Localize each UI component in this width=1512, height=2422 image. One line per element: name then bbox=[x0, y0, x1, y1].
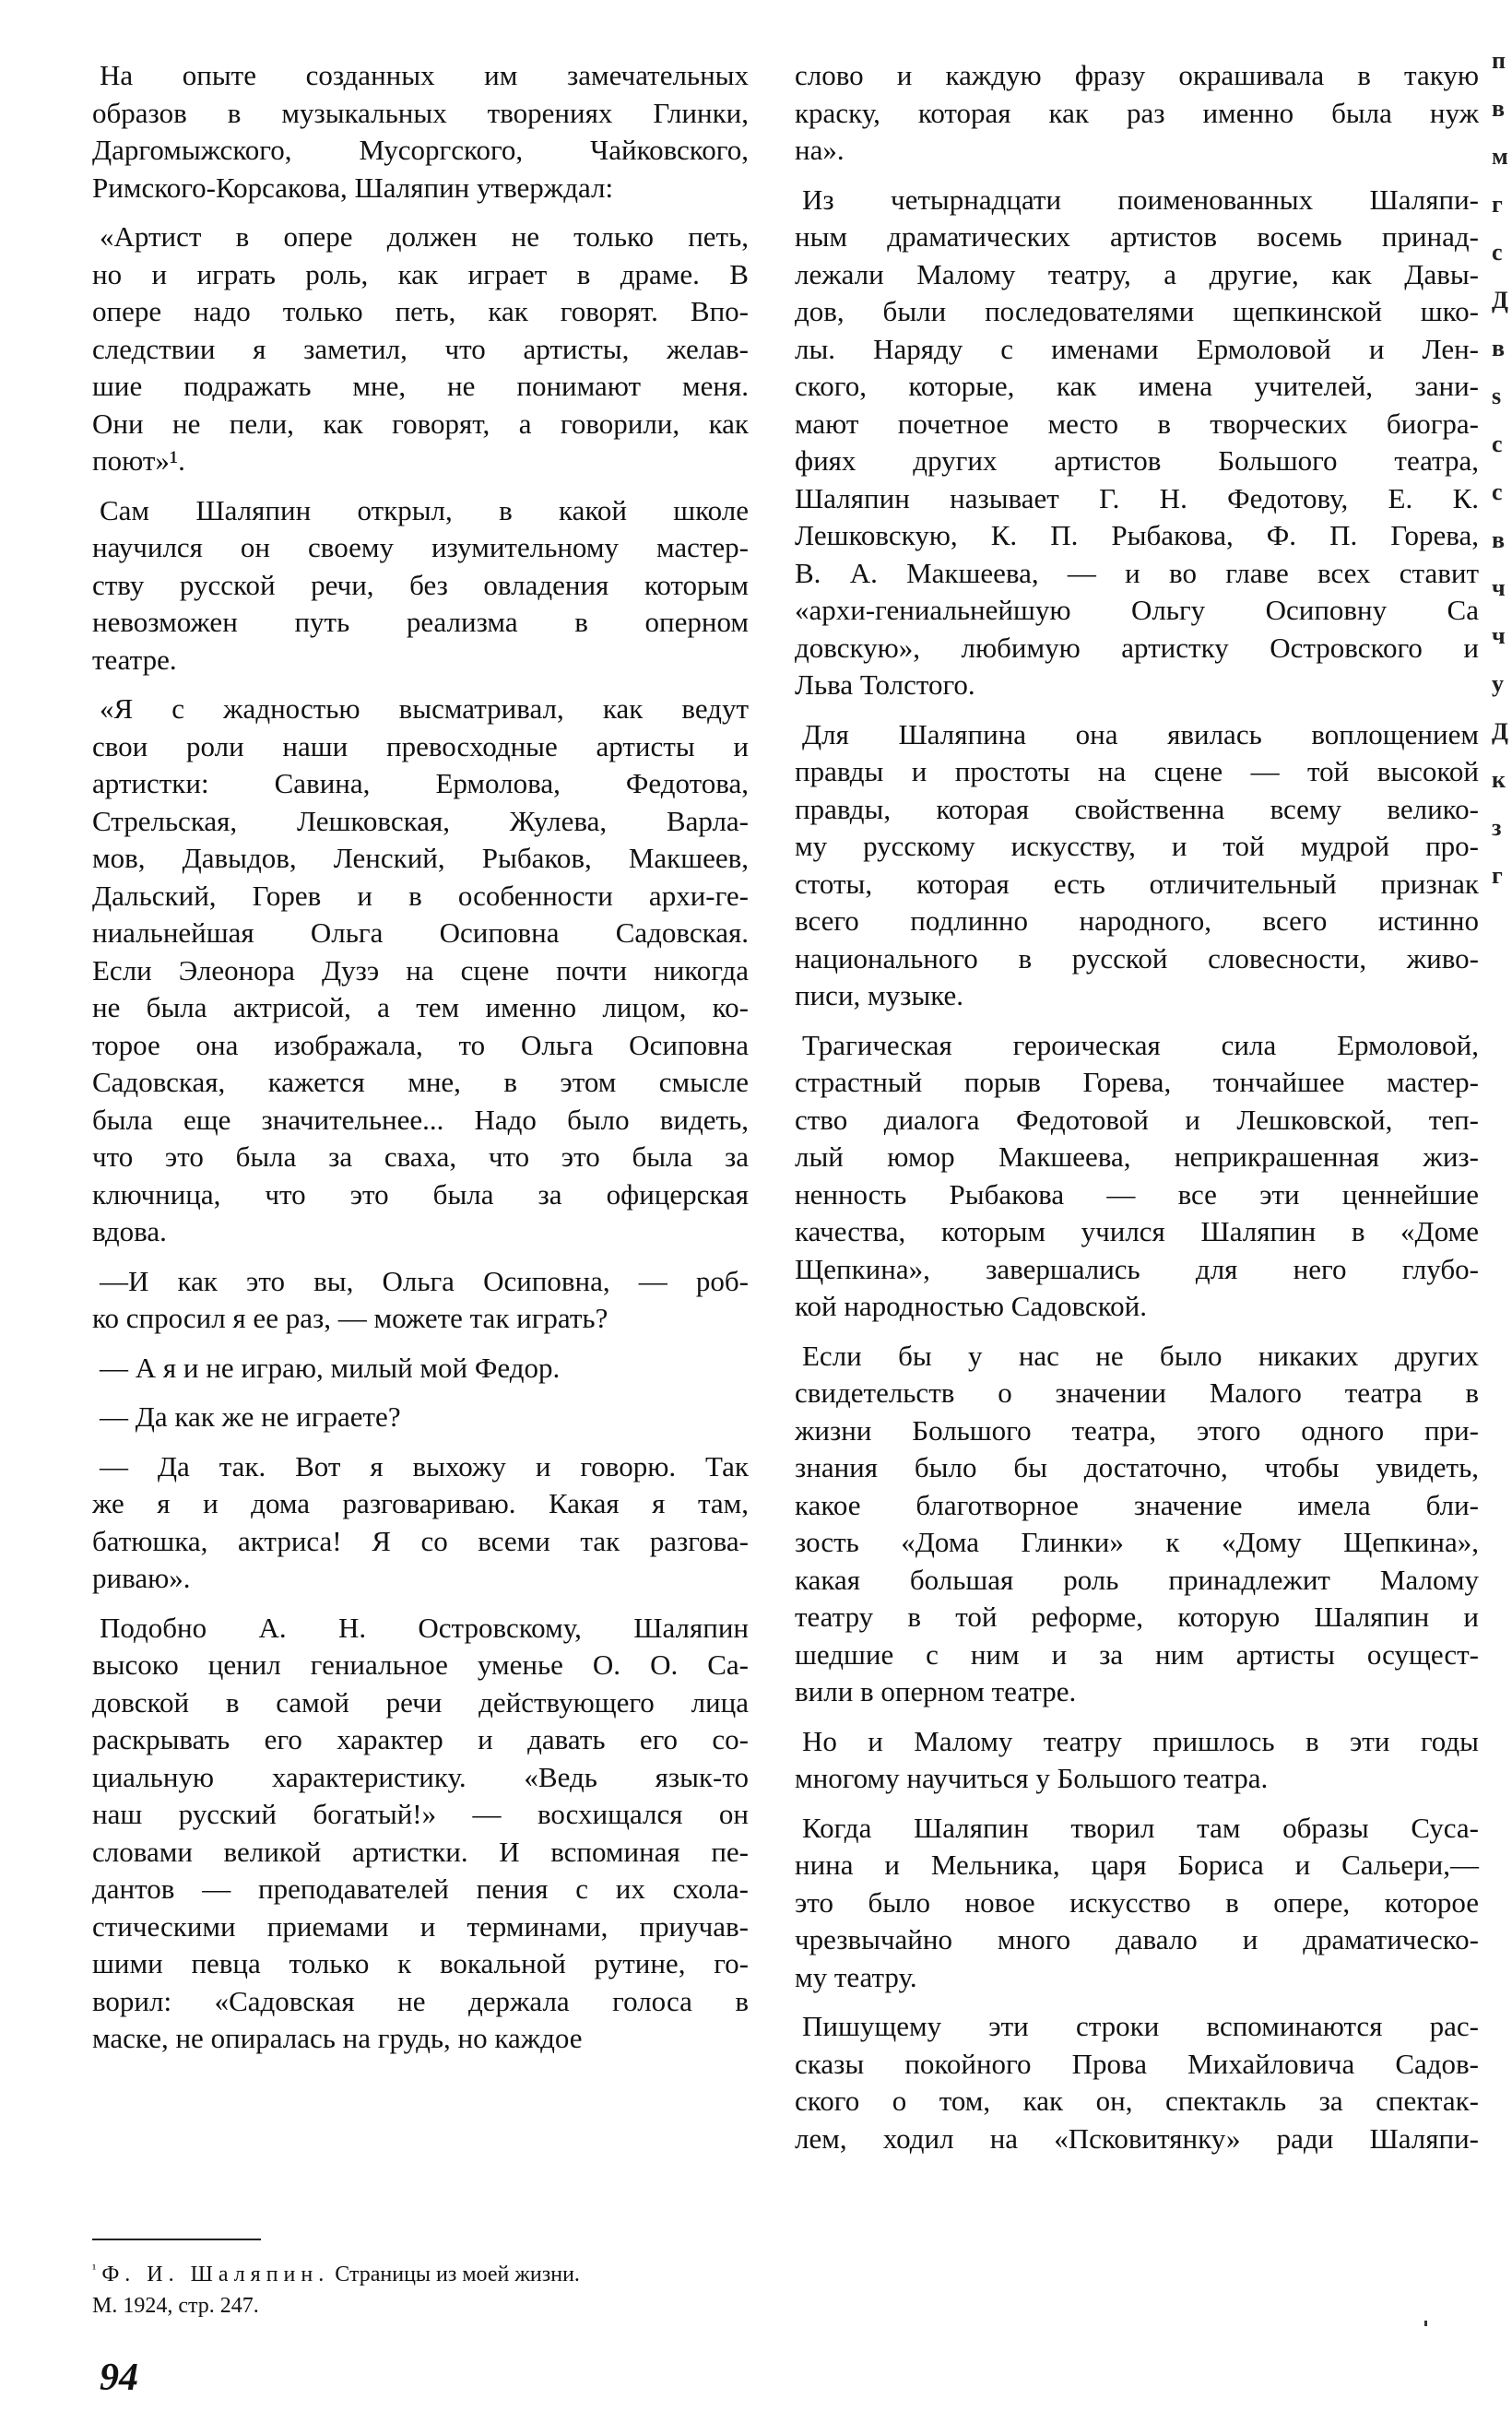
text-line: театру в той реформе, которую Шаляпин и bbox=[795, 1601, 1479, 1633]
text-line: шие подражать мне, не понимают меня. bbox=[92, 370, 749, 402]
text-line: батюшка, актриса! Я со всеми так разгова- bbox=[92, 1524, 749, 1557]
text-line: невозможен путь реализма в оперном bbox=[92, 606, 749, 638]
paragraph bbox=[92, 1263, 749, 1338]
text-line: Пишущему эти строки вспоминаются рас- bbox=[802, 2010, 1479, 2042]
paragraph bbox=[92, 1448, 749, 1598]
text-line: му театру. bbox=[795, 1960, 917, 1993]
text-line: ключница, что это была за офицерская bbox=[92, 1177, 749, 1211]
edge-glyph: м bbox=[1492, 143, 1508, 170]
text-line: лый юмор Макшеева, неприкрашенная жиз- bbox=[795, 1140, 1479, 1173]
text-line: опере надо только петь, как говорят. Впо- bbox=[92, 295, 749, 327]
text-line: свои роли наши превосходные артисты и bbox=[92, 729, 749, 762]
text-line: артистки: Савина, Ермолова, Федотова, bbox=[92, 767, 749, 799]
text-line: всего подлинно народного, всего истинно bbox=[795, 904, 1479, 937]
text-line: стическими приемами и терминами, приучав- bbox=[92, 1909, 749, 1943]
text-line: маске, не опиралась на грудь, но каждое bbox=[92, 2022, 583, 2054]
edge-glyph: г bbox=[1492, 862, 1503, 889]
text-line: «Я с жадностью высматривал, как ведут bbox=[100, 692, 749, 725]
paragraph bbox=[92, 492, 749, 679]
text-line: ского о том, как он, спектакль за спектак- bbox=[795, 2085, 1479, 2117]
text-line: научился он своему изумительному мастер- bbox=[92, 531, 749, 563]
text-line: Льва Толстого. bbox=[795, 668, 975, 701]
text-line: шими певца только к вокальной рутине, го- bbox=[92, 1947, 749, 1979]
text-line: «Артист в опере должен не только петь, bbox=[100, 220, 749, 253]
text-line: раскрывать его характер и давать его со- bbox=[92, 1723, 749, 1755]
text-line: — Да как же не играете? bbox=[100, 1400, 401, 1433]
text-line: фиях других артистов Большого театра, bbox=[795, 444, 1479, 477]
footnote-marker: ¹ bbox=[92, 2262, 97, 2277]
text-line: риваю». bbox=[92, 1562, 191, 1594]
text-line: Садовская, кажется мне, в этом смысле bbox=[92, 1066, 749, 1098]
text-line: сказы покойного Прова Михайловича Садов- bbox=[795, 2047, 1479, 2080]
text-line: чрезвычайно много давало и драматическо- bbox=[795, 1923, 1479, 1955]
text-line: дов, были последователями щепкинской шко- bbox=[795, 295, 1479, 327]
text-line: лы. Наряду с именами Ермоловой и Лен- bbox=[795, 332, 1479, 365]
text-line: «архи-гениальнейшую Ольгу Осиповну Са bbox=[795, 594, 1479, 626]
text-line: слово и каждую фразу окрашивала в такую bbox=[795, 59, 1479, 91]
footnote bbox=[92, 2259, 756, 2322]
text-line: Но и Малому театру пришлось в эти годы bbox=[802, 1724, 1479, 1757]
edge-glyph: г bbox=[1492, 191, 1503, 218]
text-line: вдова. bbox=[92, 1215, 167, 1247]
text-line: стоты, которая есть отличительный признак bbox=[795, 867, 1479, 900]
text-line: Щепкина», завершались для него глубо- bbox=[795, 1252, 1479, 1285]
text-line: циальную характеристику. «Ведь язык-то bbox=[92, 1760, 749, 1793]
edge-glyph: ч bbox=[1492, 622, 1506, 649]
text-line: кой народностью Садовской. bbox=[795, 1290, 1148, 1322]
print-speck bbox=[1424, 2321, 1427, 2326]
text-line: правды и простоты на сцене — той высокой bbox=[795, 755, 1479, 787]
text-line: жизни Большого театра, этого одного при- bbox=[795, 1413, 1479, 1447]
edge-glyph: Д bbox=[1492, 287, 1508, 313]
text-line: ского, которые, как имена учителей, зани- bbox=[795, 370, 1479, 402]
edge-glyph: ч bbox=[1492, 574, 1506, 601]
text-line: ко спросил я ее раз, — можете так играть? bbox=[92, 1302, 608, 1334]
text-line: высоко ценил гениальное уменье О. О. Са- bbox=[92, 1648, 749, 1681]
text-line: зость «Дома Глинки» к «Дому Щепкина», bbox=[795, 1526, 1479, 1558]
edge-glyph: s bbox=[1492, 383, 1502, 409]
text-line: знания было бы достаточно, чтобы увидеть, bbox=[795, 1451, 1479, 1483]
edge-glyph: Д bbox=[1492, 718, 1508, 745]
text-line: была еще значительнее... Надо было видеть, bbox=[92, 1103, 749, 1136]
footnote-title: Страницы из моей жизни. bbox=[335, 2263, 580, 2286]
text-line: многому научиться у Большого театра. bbox=[795, 1762, 1269, 1794]
text-line: довской в самой речи действующего лица bbox=[92, 1685, 749, 1719]
text-line: — Да так. Вот я выхожу и говорю. Так bbox=[100, 1449, 749, 1483]
text-line: свидетельств о значении Малого театра в bbox=[795, 1376, 1479, 1409]
page-number: 94 bbox=[100, 2357, 138, 2399]
text-line: Стрельская, Лешковская, Жулева, Варла- bbox=[92, 804, 749, 837]
text-line: следствии я заметил, что артисты, желав- bbox=[92, 332, 749, 365]
edge-glyph: в bbox=[1492, 95, 1506, 122]
footnote-line-1 bbox=[92, 2259, 756, 2290]
footnote-separator bbox=[92, 2239, 261, 2240]
text-line: на». bbox=[795, 134, 845, 166]
paragraph bbox=[795, 1810, 1479, 1997]
text-line: наш русский богатый!» — восхищался он bbox=[92, 1798, 749, 1830]
text-line: что это была за сваха, что это была за bbox=[92, 1140, 749, 1173]
text-line: Трагическая героическая сила Ермоловой, bbox=[802, 1028, 1479, 1061]
text-line: не была актрисой, а тем именно лицом, ко- bbox=[92, 991, 749, 1023]
footnote-author: Ф. И. Шаляпин. bbox=[101, 2263, 330, 2286]
text-line: В. А. Макшеева, — и во главе всех ставит bbox=[795, 556, 1479, 589]
left-column bbox=[92, 57, 749, 2070]
adjacent-page-edge bbox=[1492, 37, 1512, 900]
edge-glyph: к bbox=[1492, 766, 1506, 793]
right-column bbox=[795, 57, 1479, 2169]
text-line: Подобно А. Н. Островскому, Шаляпин bbox=[100, 1611, 749, 1644]
text-line: ству русской речи, без овладения которым bbox=[92, 568, 749, 601]
text-line: какое благотворное значение имела бли- bbox=[795, 1488, 1479, 1521]
text-line: национального в русской словесности, живо- bbox=[795, 941, 1479, 975]
text-line: —И как это вы, Ольга Осиповна, — роб- bbox=[100, 1264, 749, 1297]
paragraph bbox=[795, 2008, 1479, 2157]
paragraph bbox=[92, 57, 749, 207]
edge-glyph: з bbox=[1492, 814, 1502, 841]
text-line: краску, которая как раз именно была нуж bbox=[795, 96, 1479, 129]
text-line: театре. bbox=[92, 643, 177, 676]
text-line: Они не пели, как говорят, а говорили, как bbox=[92, 407, 749, 440]
edge-glyph: с bbox=[1492, 431, 1503, 457]
text-line: Когда Шаляпин творил там образы Суса- bbox=[802, 1811, 1479, 1844]
text-line: му русскому искусству, и той мудрой про- bbox=[795, 830, 1479, 862]
paragraph bbox=[92, 1350, 749, 1388]
text-line: же я и дома разговариваю. Какая я там, bbox=[92, 1487, 749, 1519]
paragraph bbox=[92, 691, 749, 1251]
text-line: шедшие с ним и за ним артисты осущест- bbox=[795, 1637, 1479, 1671]
text-line: — А я и не играю, милый мой Федор. bbox=[100, 1351, 561, 1384]
text-line: это было новое искусство в опере, которое bbox=[795, 1885, 1479, 1919]
text-line: торое она изображала, то Ольга Осиповна bbox=[92, 1028, 749, 1061]
text-line: какая большая роль принадлежит Малому bbox=[795, 1563, 1479, 1596]
paragraph bbox=[795, 182, 1479, 704]
paragraph bbox=[795, 1723, 1479, 1798]
text-line: Для Шаляпина она явилась воплощением bbox=[802, 717, 1479, 750]
text-line: мают почетное место в творческих биогра- bbox=[795, 407, 1479, 440]
edge-glyph: с bbox=[1492, 239, 1503, 266]
text-line: ненность Рыбакова — все эти ценнейшие bbox=[795, 1177, 1479, 1211]
text-line: На опыте созданных им замечательных bbox=[100, 59, 749, 91]
edge-glyph: в bbox=[1492, 335, 1506, 361]
text-line: лежали Малому театру, а другие, как Давы- bbox=[795, 257, 1479, 290]
text-line: ным драматических артистов восемь принад- bbox=[795, 220, 1479, 253]
text-line: образов в музыкальных творениях Глинки, bbox=[92, 96, 749, 129]
text-line: Если Элеонора Дузэ на сцене почти никогда bbox=[92, 953, 749, 987]
text-line: Даргомыжского, Мусоргского, Чайковского, bbox=[92, 134, 749, 166]
text-line: правды, которая свойственна всему велико- bbox=[795, 792, 1479, 825]
text-line: лем, ходил на «Псковитянку» ради Шаляпи- bbox=[795, 2121, 1479, 2155]
paragraph bbox=[795, 57, 1479, 170]
text-line: Шаляпин называет Г. Н. Федотову, Е. К. bbox=[795, 481, 1479, 514]
text-line: поют»¹. bbox=[92, 444, 185, 477]
footnote-line-2: М. 1924, стр. 247. bbox=[92, 2294, 259, 2318]
text-line: Римского-Корсакова, Шаляпин утверждал: bbox=[92, 171, 614, 204]
edge-glyph: п bbox=[1492, 47, 1506, 74]
edge-glyph: в bbox=[1492, 526, 1506, 553]
text-line: Из четырнадцати поименованных Шаляпи- bbox=[802, 183, 1479, 216]
text-line: ниальнейшая Ольга Осиповна Садовская. bbox=[92, 916, 749, 949]
text-line: Если бы у нас не было никаких других bbox=[802, 1339, 1479, 1372]
text-line: вили в оперном театре. bbox=[795, 1675, 1077, 1707]
text-line: ство диалога Федотовой и Лешковской, теп- bbox=[795, 1103, 1479, 1136]
paragraph bbox=[92, 1610, 749, 2058]
edge-glyph: у bbox=[1492, 670, 1504, 697]
edge-glyph: с bbox=[1492, 478, 1503, 505]
text-line: довскую», любимую артистку Островского и bbox=[795, 631, 1479, 664]
text-line: качества, которым учился Шаляпин в «Доме bbox=[795, 1215, 1479, 1247]
text-line: Лешковскую, К. П. Рыбакова, Ф. П. Горева, bbox=[795, 519, 1479, 551]
paragraph bbox=[92, 219, 749, 480]
text-line: Дальский, Горев и в особенности архи-ге- bbox=[92, 879, 749, 912]
paragraph bbox=[795, 1338, 1479, 1711]
paragraph bbox=[92, 1399, 749, 1436]
text-line: Сам Шаляпин открыл, в какой школе bbox=[100, 493, 749, 526]
text-line: нина и Мельника, царя Бориса и Сальери,— bbox=[795, 1849, 1479, 1881]
text-line: мов, Давыдов, Ленский, Рыбаков, Макшеев, bbox=[92, 842, 749, 874]
paragraph bbox=[795, 716, 1479, 1015]
paragraph bbox=[795, 1027, 1479, 1326]
text-line: словами великой артистки. И вспоминая пе- bbox=[92, 1835, 749, 1868]
text-line: ворил: «Садовская не держала голоса в bbox=[92, 1984, 749, 2017]
text-line: страстный порыв Горева, тончайшее мастер- bbox=[795, 1066, 1479, 1098]
text-line: писи, музыке. bbox=[795, 979, 964, 1011]
text-line: но и играть роль, как играет в драме. В bbox=[92, 257, 749, 290]
text-line: дантов — преподавателей пения с их схола- bbox=[92, 1873, 749, 1905]
